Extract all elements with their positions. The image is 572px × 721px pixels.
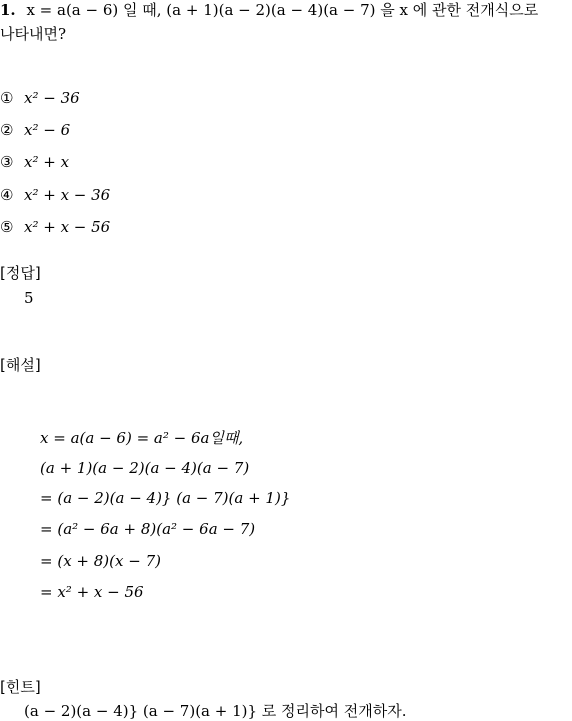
answer-value: 5 bbox=[24, 289, 34, 307]
solution-line-6: = x² + x − 56 bbox=[40, 583, 144, 601]
solution-line-5: = (x + 8)(x − 7) bbox=[40, 552, 161, 570]
choice-1-marker: ① bbox=[0, 89, 14, 107]
choice-2-text: x² − 6 bbox=[24, 121, 71, 139]
choice-1-text: x² − 36 bbox=[24, 89, 80, 107]
solution-line-1: x = a(a − 6) = a² − 6a일때, bbox=[40, 429, 244, 447]
choice-5-text: x² + x − 56 bbox=[24, 218, 111, 236]
choice-4-marker: ④ bbox=[0, 186, 14, 204]
choice-4[interactable] bbox=[0, 185, 110, 205]
solution-line-4: = (a² − 6a + 8)(a² − 6a − 7) bbox=[40, 520, 256, 538]
choice-2[interactable] bbox=[0, 120, 70, 140]
answer-heading: [정답] bbox=[0, 264, 41, 282]
question-text-line-1: x = a(a − 6) 일 때, (a + 1)(a − 2)(a − 4)(a − 7) 을 x 에 관한 전개식으로 bbox=[26, 1, 539, 19]
choice-2-marker: ② bbox=[0, 121, 14, 139]
solution-line-3: = (a − 2)(a − 4)} (a − 7)(a + 1)} bbox=[40, 489, 291, 507]
choice-5-marker: ⑤ bbox=[0, 218, 14, 236]
choice-3-text: x² + x bbox=[24, 153, 70, 171]
solution-line-2: (a + 1)(a − 2)(a − 4)(a − 7) bbox=[40, 459, 250, 477]
solution-heading: [해설] bbox=[0, 356, 41, 374]
choice-3-marker: ③ bbox=[0, 153, 14, 171]
question-number: 1. bbox=[0, 1, 16, 19]
choice-5[interactable] bbox=[0, 217, 110, 237]
choice-3[interactable] bbox=[0, 152, 69, 172]
choice-4-text: x² + x − 36 bbox=[24, 186, 111, 204]
hint-heading: [힌트] bbox=[0, 678, 41, 696]
hint-text: (a − 2)(a − 4)} (a − 7)(a + 1)} 로 정리하여 전개하자. bbox=[24, 702, 407, 720]
question-line-1 bbox=[0, 0, 538, 20]
question-text-line-2: 나타내면? bbox=[0, 25, 67, 43]
choice-1[interactable] bbox=[0, 88, 80, 108]
